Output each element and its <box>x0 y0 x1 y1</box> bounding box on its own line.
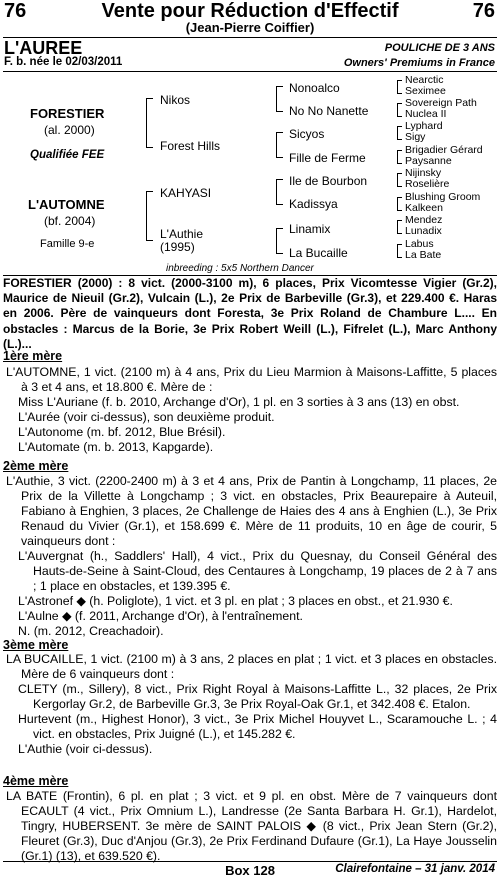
ped-g4-14: Lunadix <box>405 225 442 237</box>
ped-g3-6: Kadissya <box>289 197 338 211</box>
section-ordinal: 1ère <box>3 349 29 363</box>
ped-g4-11: Blushing Groom <box>405 191 481 203</box>
produce-5: L'Auvergnat (h., Saddlers' Hall), 4 vict., Prix du Quesnay, du Conseil Général des Hauts-de-Seine à Saint-Cloud, des Centaures à Longchamp, 19 places de 2 à 7 ans ; 1 place en obstacles, et 139.395 €. <box>18 549 497 593</box>
brace <box>397 80 402 94</box>
ped-g3-5: Ile de Bourbon <box>289 174 368 188</box>
lot-number-right: 76 <box>472 0 495 22</box>
brace <box>397 220 402 234</box>
brace <box>397 126 402 140</box>
ped-g4-6: Sigy <box>405 131 426 143</box>
sale-title: Vente pour Réduction d'Effectif <box>101 0 399 22</box>
produce-6: L'Astronef ◆ (h. Poliglote), 1 vict. et 3 pl. en plat ; 3 places en obst., et 21.930 €. <box>18 594 453 608</box>
dam-sire: KAHYASI <box>160 186 212 200</box>
ped-g4-3: Sovereign Path <box>405 97 477 109</box>
sire-name: FORESTIER <box>30 106 105 121</box>
brace <box>146 191 153 241</box>
brace <box>397 173 402 187</box>
first-dam-text: L'AUTOMNE, 1 vict. (2100 m) à 4 ans, Prix du Lieu Marmion à Maisons-Laffitte, 5 places à 3 et 4 ans, et 18.800 €. Mère de : <box>6 365 497 394</box>
sire-note: (al. 2000) <box>44 123 95 137</box>
produce-4: L'Automate (m. b. 2013, Kapgarde). <box>18 440 214 454</box>
section-title: mère <box>38 774 69 788</box>
section-fourth-dam <box>3 774 68 788</box>
produce-9: CLETY (m., Sillery), 8 vict., Prix Right Royal à Maisons-Laffitte L., 32 places, 2e Prix Kergorlay Gr.2, de Barbeville Gr.3, 3e Prix Royal-Oak Gr.1, et 342.408 €. Etalon. <box>18 682 497 711</box>
dam-name: L'AUTOMNE <box>28 197 105 212</box>
ped-g3-1: Nonoalco <box>289 81 340 95</box>
horse-name: L'AUREE <box>4 38 83 58</box>
second-dam-block <box>3 474 497 639</box>
produce-11: L'Authie (voir ci-dessus). <box>18 742 153 756</box>
second-dam-text: L'Authie, 3 vict. (2200-2400 m) à 3 et 4 ans, Prix de Pantin à Longchamp, 11 places, 2e Prix de la Villette à Longchamp ; 3 vict. en obstacles, Prix Beaurepaire à Auteuil, Fabiano à Enghien, 3 places, 2e Challenge de Haies des 4 ans à Enghien (L.), 3e Prix Renaud du Vivier (Gr.1), et 158.699 €. Mère de 11 produits, 10 en âge de courir, 5 vainqueurs dont : <box>6 474 497 548</box>
ped-g4-4: Nuclea II <box>405 108 447 120</box>
ped-g3-3: Sicyos <box>289 127 325 141</box>
first-dam-block <box>3 365 497 455</box>
ped-g4-9: Nijinsky <box>405 167 442 179</box>
produce-3: L'Autonome (m. bf. 2012, Blue Brésil). <box>18 425 226 439</box>
sale-location-date: Clairefontaine – 31 janv. 2014 <box>335 863 495 875</box>
inbreeding-note: inbreeding : 5x5 Northern Dancer <box>166 263 314 274</box>
vendor-name: (Jean-Pierre Coiffier) <box>185 20 315 35</box>
sire-description: FORESTIER (2000) : 8 vict. (2000-3100 m), 6 places, Prix Vicomtesse Vigier (Gr.2), Maurice de Nieuil (Gr.2), Vulcain (L.), 2e Prix de Barbeville (Gr.3), et 229.400 €. Haras en 2006. Père de vainqueurs dont Foresta, 3e Prix Roland de Chambure L.... En obstacles : Marcus de la Borie, 3e Prix Robert Weill (L.), Fifrelet (L.), Marc Anthony (L.)... <box>3 276 497 351</box>
lot-number-left: 76 <box>4 0 27 22</box>
horse-birth: F. b. née le 02/03/2011 <box>4 56 123 68</box>
produce-2: L'Aurée (voir ci-dessus), son deuxième produit. <box>18 410 275 424</box>
brace <box>276 86 283 112</box>
fourth-dam-text: LA BATE (Frontin), 6 pl. en plat ; 3 vict. et 9 pl. en obst. Mère de 7 vainqueurs dont ECAULT (4 vict., Prix Omnium L.), Landresse (2e Santa Barbara H. Gr.1), Hardelot, Tingry, HUBERSENT. 3e mère de SAINT PALOIS ◆ (8 vict., Prix Jean Stern (Gr.2), Fleuret (Gr.3), Duc d'Anjou (Gr.3), 2e Prix Ferdinand Dufaure (Gr.1), La Haye Jousselin (Gr.1) (13), et 639.520 €). <box>6 789 497 863</box>
produce-10: Hurtevent (m., Highest Honor), 3 vict., 3e Prix Michel Houyvet L., Scaramouche L. ; 4 vict. en obstacles, Prix Juigné (L.), et 145.282 €. <box>18 712 497 741</box>
brace <box>397 244 402 258</box>
section-second-dam <box>3 459 68 473</box>
fourth-dam-block <box>3 789 497 864</box>
section-title: mère <box>38 459 69 473</box>
ped-g4-2: Seximee <box>405 85 446 97</box>
ped-g3-4: Fille de Ferme <box>289 151 366 165</box>
ped-g4-10: Roselière <box>405 178 450 190</box>
brace <box>276 228 283 254</box>
ped-g4-15: Labus <box>405 238 434 250</box>
footer-rule <box>3 861 497 862</box>
brace <box>276 179 283 205</box>
produce-1: Miss L'Auriane (f. b. 2010, Archange d'Or), 1 pl. en 3 sorties à 3 ans (13) en obst. <box>18 395 460 409</box>
section-ordinal: 3ème <box>3 638 35 652</box>
box-number: Box 128 <box>225 863 275 878</box>
ped-g3-8: La Bucaille <box>289 246 348 260</box>
section-ordinal: 2ème <box>3 459 35 473</box>
ped-g4-5: Lyphard <box>405 120 443 132</box>
ped-g4-13: Mendez <box>405 214 443 226</box>
ped-g4-16: La Bate <box>405 249 442 261</box>
third-dam-block <box>3 652 497 757</box>
dam-dam-year: (1995) <box>160 240 195 254</box>
brace <box>397 150 402 164</box>
sire-sire: Nikos <box>160 93 191 107</box>
ped-g4-7: Brigadier Gérard <box>405 144 483 156</box>
ped-g4-1: Nearctic <box>405 74 444 86</box>
ped-g4-8: Paysanne <box>405 155 452 167</box>
owners-premiums: Owners' Premiums in France <box>343 57 495 69</box>
ped-g4-12: Kalkeen <box>405 202 443 214</box>
brace <box>397 197 402 211</box>
ped-g3-2: No No Nanette <box>289 104 369 118</box>
dam-note: (bf. 2004) <box>44 214 96 228</box>
ped-g3-7: Linamix <box>289 222 331 236</box>
horse-sex: POULICHE DE 3 ANS <box>384 42 495 54</box>
third-dam-text: LA BUCAILLE, 1 vict. (2100 m) à 3 ans, 2 places en plat ; 1 vict. et 3 places en obstacles. Mère de 6 vainqueurs dont : <box>6 652 497 681</box>
sire-qualification: Qualifiée FEE <box>30 149 105 161</box>
pedigree-rule <box>3 71 497 72</box>
brace <box>146 98 153 148</box>
dam-dam: L'Authie <box>160 227 203 241</box>
dam-family: Famille 9-e <box>40 238 95 250</box>
produce-8: N. (m. 2012, Creachadoir). <box>18 624 164 638</box>
produce-7: L'Aulne ◆ (f. 2011, Archange d'Or), à l'entraînement. <box>18 609 303 623</box>
section-title: mère <box>32 349 63 363</box>
section-ordinal: 4ème <box>3 774 35 788</box>
brace <box>397 103 402 117</box>
section-title: mère <box>38 638 69 652</box>
brace <box>276 132 283 158</box>
sire-dam: Forest Hills <box>160 139 221 153</box>
section-third-dam <box>3 638 68 652</box>
section-first-dam <box>3 349 62 363</box>
